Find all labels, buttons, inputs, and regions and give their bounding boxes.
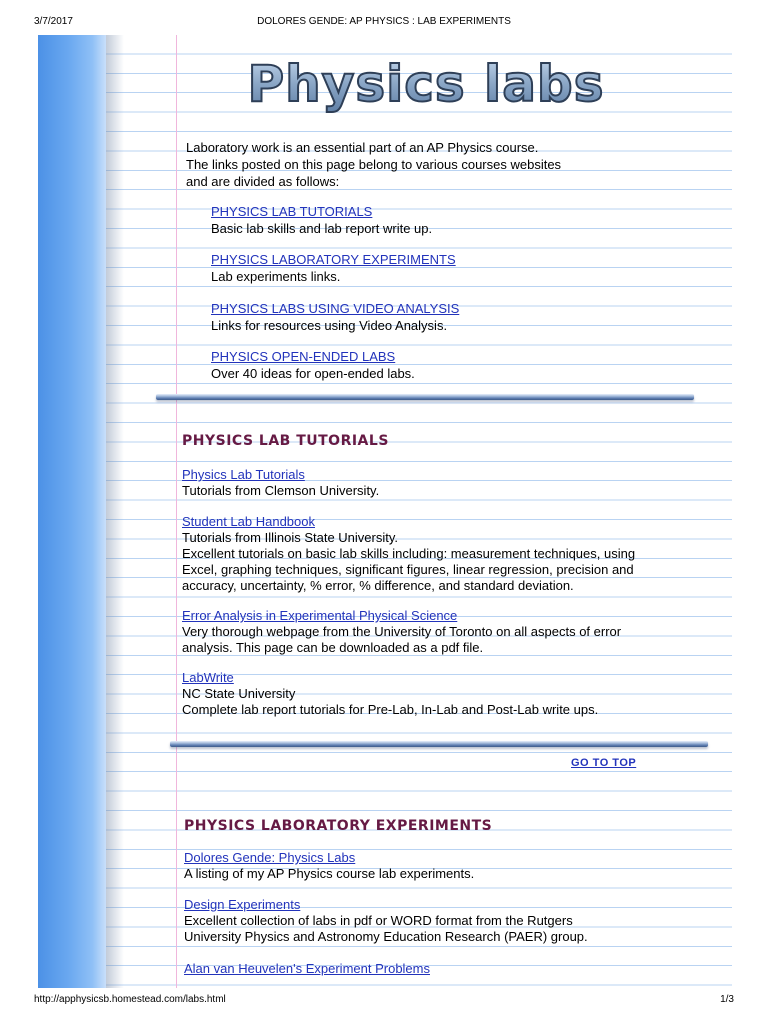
toc-link-video-analysis[interactable]: PHYSICS LABS USING VIDEO ANALYSIS bbox=[211, 301, 460, 316]
toc-item-experiments bbox=[211, 251, 631, 285]
go-to-top-link[interactable]: GO TO TOP bbox=[571, 757, 637, 769]
tutorials-heading: PHYSICS LAB TUTORIALS bbox=[182, 433, 389, 449]
entry-text: Excellent tutorials on basic lab skills including: measurement techniques, using bbox=[182, 546, 636, 561]
section-divider bbox=[170, 741, 708, 747]
entry-text: Tutorials from Clemson University. bbox=[182, 483, 380, 498]
toc-desc: Links for resources using Video Analysis. bbox=[211, 318, 448, 333]
print-header bbox=[34, 16, 734, 30]
section-divider bbox=[156, 394, 694, 400]
entry-text: accuracy, uncertainty, % error, % difference, and standard deviation. bbox=[182, 578, 574, 593]
print-date: 3/7/2017 bbox=[34, 16, 73, 27]
tutorial-link[interactable]: Student Lab Handbook bbox=[182, 514, 315, 529]
tutorial-link[interactable]: Physics Lab Tutorials bbox=[182, 467, 305, 482]
toc-link-tutorials[interactable]: PHYSICS LAB TUTORIALS bbox=[211, 204, 373, 219]
notebook-page bbox=[38, 35, 732, 988]
print-url: http://apphysicsb.homestead.com/labs.html bbox=[34, 994, 226, 1005]
tutorial-entry bbox=[182, 608, 727, 656]
print-page-number: 1/3 bbox=[720, 994, 734, 1005]
tutorial-link[interactable]: Error Analysis in Experimental Physical Science bbox=[182, 608, 458, 623]
margin-line bbox=[176, 35, 177, 988]
experiments-heading: PHYSICS LABORATORY EXPERIMENTS bbox=[184, 818, 493, 834]
entry-text: Complete lab report tutorials for Pre-Lab, In-Lab and Post-Lab write ups. bbox=[182, 702, 599, 717]
entry-text: Very thorough webpage from the University of Toronto on all aspects of error bbox=[182, 624, 622, 639]
intro-line: Laboratory work is an essential part of an AP Physics course. bbox=[186, 140, 539, 155]
toc-desc: Lab experiments links. bbox=[211, 269, 341, 284]
experiment-entry bbox=[184, 850, 729, 882]
physics-labs-logo bbox=[247, 51, 605, 115]
tutorial-link[interactable]: LabWrite bbox=[182, 670, 234, 685]
binder-spine bbox=[38, 35, 106, 988]
intro-text bbox=[186, 139, 561, 190]
toc-link-experiments[interactable]: PHYSICS LABORATORY EXPERIMENTS bbox=[211, 252, 456, 267]
tutorial-entry bbox=[182, 670, 727, 718]
spine-shadow bbox=[106, 35, 124, 988]
entry-text: Tutorials from Illinois State University. bbox=[182, 530, 399, 545]
intro-line: The links posted on this page belong to various courses websites bbox=[186, 157, 562, 172]
print-title: DOLORES GENDE: AP PHYSICS : LAB EXPERIMENTS bbox=[257, 16, 511, 27]
experiment-link[interactable]: Dolores Gende: Physics Labs bbox=[184, 850, 356, 865]
experiment-link[interactable]: Design Experiments bbox=[184, 897, 301, 912]
toc-desc: Basic lab skills and lab report write up. bbox=[211, 221, 433, 236]
toc-item-open-ended bbox=[211, 348, 631, 382]
tutorial-entry bbox=[182, 467, 727, 499]
entry-text: Excel, graphing techniques, significant figures, linear regression, precision and bbox=[182, 562, 634, 577]
logo-text: Physics labs bbox=[247, 55, 605, 113]
tutorial-entry bbox=[182, 514, 727, 594]
experiment-entry bbox=[184, 961, 729, 977]
entry-text: analysis. This page can be downloaded as a pdf file. bbox=[182, 640, 484, 655]
toc-item-video-analysis bbox=[211, 300, 631, 334]
toc-item-tutorials bbox=[211, 203, 631, 237]
entry-text: Excellent collection of labs in pdf or WORD format from the Rutgers bbox=[184, 913, 573, 928]
print-footer bbox=[34, 994, 734, 1008]
toc-link-open-ended[interactable]: PHYSICS OPEN-ENDED LABS bbox=[211, 349, 396, 364]
toc-desc: Over 40 ideas for open-ended labs. bbox=[211, 366, 415, 381]
experiment-link[interactable]: Alan van Heuvelen's Experiment Problems bbox=[184, 961, 430, 976]
intro-line: and are divided as follows: bbox=[186, 174, 340, 189]
experiment-entry bbox=[184, 897, 729, 945]
entry-text: University Physics and Astronomy Education Research (PAER) group. bbox=[184, 929, 588, 944]
entry-text: NC State University bbox=[182, 686, 296, 701]
entry-text: A listing of my AP Physics course lab experiments. bbox=[184, 866, 475, 881]
